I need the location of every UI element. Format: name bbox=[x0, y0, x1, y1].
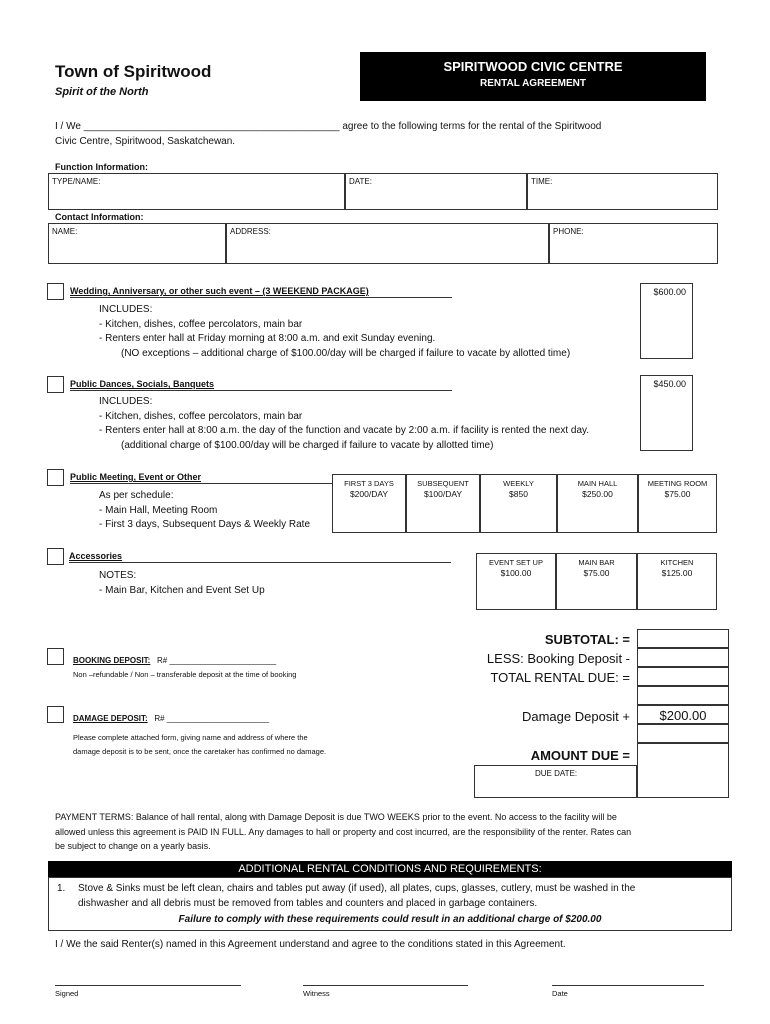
due-date-label: DUE DATE: bbox=[535, 769, 578, 778]
contact-info-heading: Contact Information: bbox=[55, 212, 144, 222]
intro-prefix: I / We bbox=[55, 121, 84, 132]
witness-label: Witness bbox=[303, 989, 330, 998]
dances-title: Public Dances, Socials, Banquets bbox=[70, 379, 452, 391]
intro-line-2: Civic Centre, Spiritwood, Saskatchewan. bbox=[55, 136, 236, 147]
damage-receipt-field[interactable]: R# _______________________ bbox=[154, 714, 270, 723]
condition-line-2: dishwasher and all debris must be removed from tables and counters and placed in garbage containers. bbox=[78, 898, 538, 909]
payment-terms: PAYMENT TERMS: Balance of hall rental, along with Damage Deposit is due TWO WEEKS prior to the event. No access to the facility will be allowed unless this agreement is PAID IN FULL. Any damages to hall or property and cost incurred, are the responsibility of the renter. Rates can be subject to change on a yearly basis. bbox=[55, 812, 632, 851]
name-label: NAME: bbox=[52, 227, 78, 236]
intro-suffix: agree to the following terms for the rental of the Spiritwood bbox=[339, 121, 602, 132]
signed-line[interactable] bbox=[55, 985, 241, 986]
blank-row-field[interactable] bbox=[637, 686, 729, 705]
rate-kitchen: KITCHEN $125.00 bbox=[637, 553, 717, 610]
total-rental-field[interactable] bbox=[637, 667, 729, 686]
accessories-notes: NOTES: - Main Bar, Kitchen and Event Set Up bbox=[99, 570, 265, 596]
accessories-title: Accessories bbox=[69, 551, 451, 563]
type-name-field[interactable] bbox=[48, 173, 345, 210]
less-booking-field[interactable] bbox=[637, 648, 729, 667]
damage-deposit-checkbox[interactable] bbox=[47, 706, 64, 723]
rate-main-bar: MAIN BAR $75.00 bbox=[556, 553, 637, 610]
wedding-includes: INCLUDES: - Kitchen, dishes, coffee percolators, main bar - Renters enter hall at Friday morning at 8:00 a.m. and exit Sunday evening. (NO exceptions – additional charge of $100.00/day will be charged if failure to vacate by allotted time) bbox=[99, 304, 571, 359]
date-field[interactable] bbox=[345, 173, 527, 210]
condition-warning: Failure to comply with these requirements could result in an additional charge of $200.00 bbox=[178, 914, 602, 925]
blank-row-field-2[interactable] bbox=[637, 724, 729, 743]
title-banner bbox=[360, 52, 706, 101]
damage-deposit-note-1: Please complete attached form, giving name and address of where the bbox=[73, 733, 308, 742]
condition-line-1: Stove & Sinks must be left clean, chairs and tables put away (if used), all plates, cups, glasses, cutlery, must be washed in the bbox=[78, 883, 636, 894]
wedding-checkbox[interactable] bbox=[47, 283, 64, 300]
condition-number: 1. bbox=[57, 883, 66, 894]
booking-deposit-label: BOOKING DEPOSIT: bbox=[73, 656, 151, 665]
damage-deposit-label: DAMAGE DEPOSIT: bbox=[73, 714, 148, 723]
booking-deposit-line bbox=[73, 656, 276, 665]
dances-checkbox[interactable] bbox=[47, 376, 64, 393]
agreement-statement: I / We the said Renter(s) named in this Agreement understand and agree to the conditions stated in this Agreement. bbox=[55, 939, 566, 950]
due-date-field[interactable] bbox=[474, 765, 637, 798]
town-motto: Spirit of the North bbox=[55, 86, 149, 98]
type-name-label: TYPE/NAME: bbox=[52, 177, 101, 186]
damage-deposit-total-label: Damage Deposit + bbox=[521, 709, 630, 724]
total-rental-label: TOTAL RENTAL DUE: = bbox=[490, 670, 630, 685]
dances-includes: INCLUDES: - Kitchen, dishes, coffee percolators, main bar - Renters enter hall at 8:00 a.m. the day of the function and vacate by 2:00 a.m. if facility is rented the next day. (additional charge of $100.00/day will be charged if failure to vacate by allotted time) bbox=[99, 396, 590, 451]
subtotal-field[interactable] bbox=[637, 629, 729, 648]
conditions-heading: ADDITIONAL RENTAL CONDITIONS AND REQUIREMENTS: bbox=[48, 861, 732, 877]
damage-deposit-field[interactable]: $200.00 bbox=[637, 705, 729, 724]
damage-deposit-line bbox=[73, 714, 269, 723]
rate-weekly: WEEKLY $850 bbox=[480, 474, 557, 533]
rate-subsequent: SUBSEQUENT $100/DAY bbox=[406, 474, 480, 533]
meeting-title: Public Meeting, Event or Other bbox=[70, 472, 332, 484]
town-name: Town of Spiritwood bbox=[55, 62, 212, 81]
rate-event-setup: EVENT SET UP $100.00 bbox=[476, 553, 556, 610]
booking-receipt-field[interactable]: R# ________________________ bbox=[157, 656, 277, 665]
phone-label: PHONE: bbox=[553, 227, 584, 236]
date-line[interactable] bbox=[552, 985, 704, 986]
intro-line-1 bbox=[55, 121, 601, 132]
damage-deposit-note-2: damage deposit is to be sent, once the caretaker has confirmed no damage. bbox=[73, 747, 327, 756]
rate-meeting-room: MEETING ROOM $75.00 bbox=[638, 474, 717, 533]
address-field[interactable] bbox=[226, 223, 549, 264]
amount-due-field[interactable] bbox=[637, 743, 729, 798]
date-sign-label: Date bbox=[552, 989, 568, 998]
address-label: ADDRESS: bbox=[230, 227, 271, 236]
name-field[interactable] bbox=[48, 223, 226, 264]
less-booking-label: LESS: Booking Deposit - bbox=[486, 651, 630, 666]
rate-main-hall: MAIN HALL $250.00 bbox=[557, 474, 638, 533]
time-field[interactable] bbox=[527, 173, 718, 210]
dances-price-box: $450.00 bbox=[640, 375, 693, 451]
meeting-checkbox[interactable] bbox=[47, 469, 64, 486]
wedding-price-box: $600.00 bbox=[640, 283, 693, 359]
function-info-heading: Function Information: bbox=[55, 162, 148, 172]
witness-line[interactable] bbox=[303, 985, 468, 986]
amount-due-label: AMOUNT DUE = bbox=[530, 748, 630, 763]
wedding-title: Wedding, Anniversary, or other such event – (3 WEEKEND PACKAGE) bbox=[70, 286, 452, 298]
time-label: TIME: bbox=[531, 177, 553, 186]
renter-name-blank[interactable]: ______________________________________________ bbox=[83, 121, 340, 132]
meeting-schedule: As per schedule: - Main Hall, Meeting Room - First 3 days, Subsequent Days & Weekly Rate bbox=[99, 490, 311, 530]
booking-deposit-note: Non –refundable / Non – transferable deposit at the time of booking bbox=[73, 670, 297, 679]
phone-field[interactable] bbox=[549, 223, 718, 264]
rate-first-3-days: FIRST 3 DAYS $200/DAY bbox=[332, 474, 406, 533]
agreement-title: RENTAL AGREEMENT bbox=[480, 78, 586, 89]
date-label: DATE: bbox=[349, 177, 372, 186]
centre-title: SPIRITWOOD CIVIC CENTRE bbox=[443, 59, 623, 74]
accessories-checkbox[interactable] bbox=[47, 548, 64, 565]
subtotal-label: SUBTOTAL: = bbox=[544, 632, 630, 647]
signed-label: Signed bbox=[55, 989, 79, 998]
booking-deposit-checkbox[interactable] bbox=[47, 648, 64, 665]
conditions-box bbox=[48, 877, 732, 931]
